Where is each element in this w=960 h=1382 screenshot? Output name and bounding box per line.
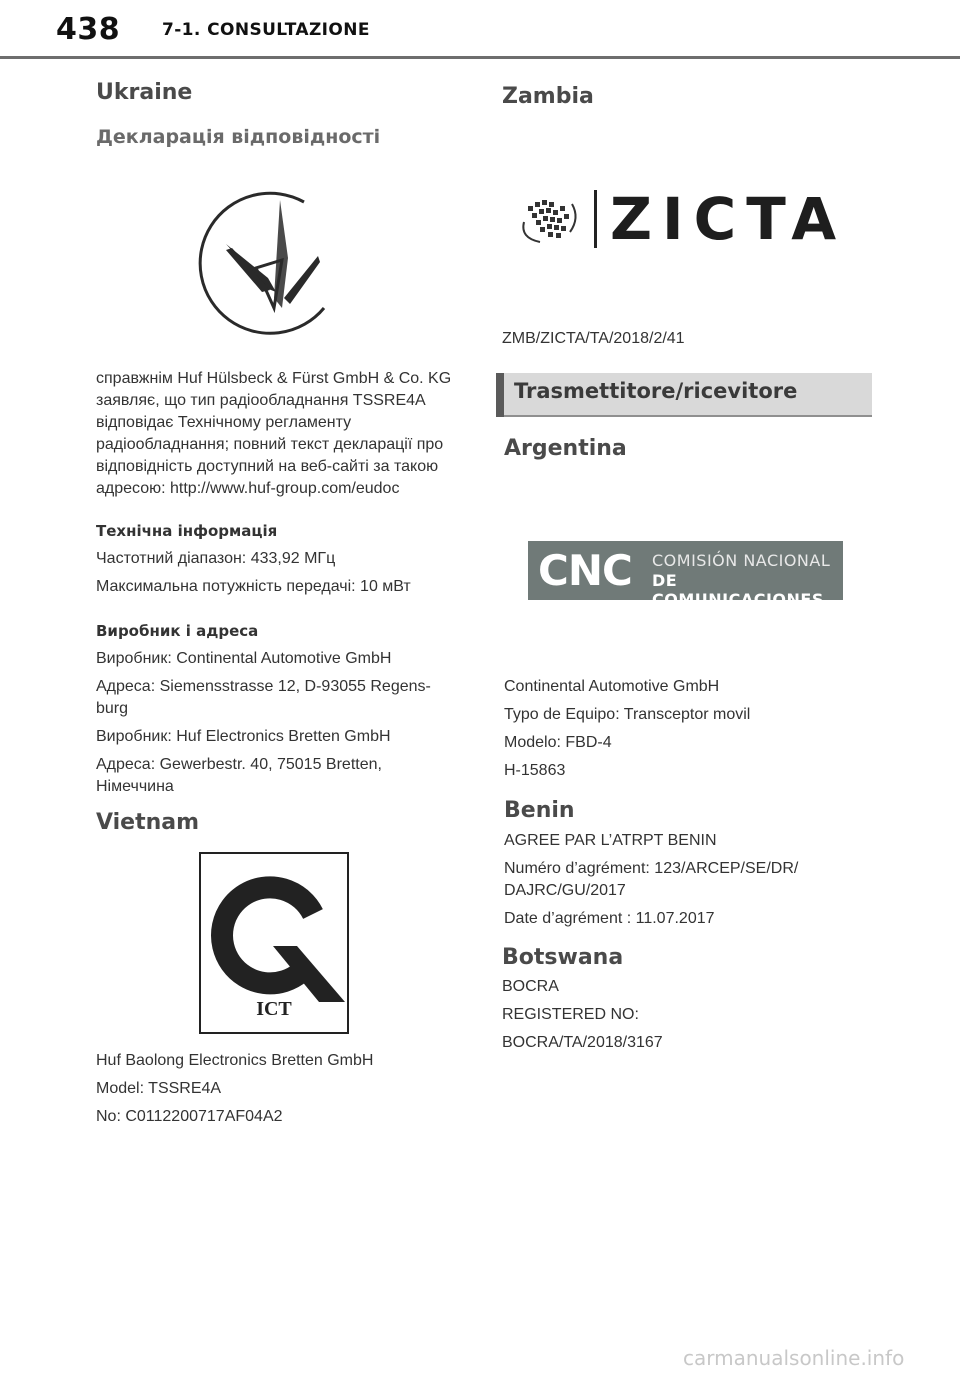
- argentina-type: Typo de Equipo: Transceptor movil: [504, 706, 751, 723]
- vietnam-info: [96, 1050, 456, 1134]
- benin-line2: Numéro d’agrément: 123/ARCEP/SE/DR/ DAJRC/GU/2017: [504, 860, 799, 899]
- ukraine-manufacturer-info: [96, 648, 456, 804]
- footer-watermark: carmanualsonline.info: [683, 1346, 905, 1370]
- zicta-logo: [518, 186, 858, 252]
- page-header: [0, 0, 960, 60]
- vietnam-number: No: C0112200717AF04A2: [96, 1108, 283, 1125]
- benin-heading: Benin: [504, 798, 575, 823]
- argentina-model: Modelo: FBD-4: [504, 734, 612, 751]
- benin-info: [504, 830, 824, 936]
- ukraine-conformity-mark-icon: [196, 180, 346, 340]
- argentina-info: [504, 676, 874, 788]
- section-band-title: Trasmettitore/ricevitore: [514, 379, 798, 403]
- section-band: [496, 373, 872, 417]
- page-number: 438: [56, 12, 121, 47]
- ukraine-declaration-text: справжнім Huf Hülsbeck & Fürst GmbH & Co. KG заявляє, що тип радіообладнання TSSRE4A відповідає Технічному регламенту радіообладнання; повний текст декларації про відповідність доступний на веб-сайті за такою адресою: http://www.huf-group.com/eudoc: [96, 370, 452, 497]
- ukraine-address-2: Адреса: Gewerbestr. 40, 75015 Bretten, Німеччина: [96, 756, 382, 795]
- ukraine-manufacturer-heading: Виробник і адреса: [96, 622, 259, 640]
- ukraine-address-1: Адреса: Siemensstrasse 12, D-93055 Regens-burg: [96, 678, 431, 717]
- vietnam-model: Model: TSSRE4A: [96, 1080, 222, 1097]
- ict-logo-text: ICT: [256, 998, 292, 1020]
- ukraine-manufacturer-2: Виробник: Huf Electronics Bretten GmbH: [96, 728, 391, 745]
- ukraine-manufacturer-1: Виробник: Continental Automotive GmbH: [96, 650, 392, 667]
- ukraine-tech-info: [96, 548, 456, 604]
- zicta-logo-text: ZICTA: [610, 185, 847, 253]
- argentina-company: Continental Automotive GmbH: [504, 678, 720, 695]
- cnc-logo: [528, 541, 843, 609]
- zicta-divider: [594, 190, 597, 248]
- vietnam-heading: Vietnam: [96, 810, 200, 835]
- vietnam-company: Huf Baolong Electronics Bretten GmbH: [96, 1052, 374, 1069]
- botswana-heading: Botswana: [502, 945, 624, 970]
- header-rule: [0, 56, 960, 59]
- argentina-code: H-15863: [504, 762, 566, 779]
- argentina-heading: Argentina: [504, 436, 627, 461]
- ukraine-heading: Ukraine: [96, 80, 193, 105]
- section-band-bar: [496, 373, 504, 417]
- ukraine-frequency: Частотний діапазон: 433,92 МГц: [96, 550, 336, 567]
- benin-line1: AGREE PAR L’ATRPT BENIN: [504, 832, 717, 849]
- ukraine-power: Максимальна потужність передачі: 10 мВт: [96, 578, 411, 595]
- benin-line3: Date d’agrément : 11.07.2017: [504, 910, 715, 927]
- ukraine-subheading: Декларація відповідності: [96, 126, 381, 148]
- chapter-title: 7-1. CONSULTAZIONE: [162, 20, 370, 40]
- zicta-globe-icon: [518, 192, 582, 246]
- botswana-line3: BOCRA/TA/2018/3167: [502, 1034, 663, 1051]
- cnc-logo-line2: DE COMUNICACIONES: [652, 571, 824, 609]
- cnc-logo-line1: COMISIÓN NACIONAL: [652, 551, 831, 570]
- botswana-info: [502, 976, 872, 1060]
- vietnam-ict-logo: [199, 852, 349, 1034]
- botswana-line2: REGISTERED NO:: [502, 1006, 639, 1023]
- cnc-logo-mark: CNC: [538, 546, 632, 595]
- botswana-line1: BOCRA: [502, 978, 559, 995]
- zambia-code: ZMB/ZICTA/TA/2018/2/41: [502, 330, 685, 347]
- ukraine-tech-heading: Технічна інформація: [96, 522, 278, 540]
- zambia-heading: Zambia: [502, 84, 594, 109]
